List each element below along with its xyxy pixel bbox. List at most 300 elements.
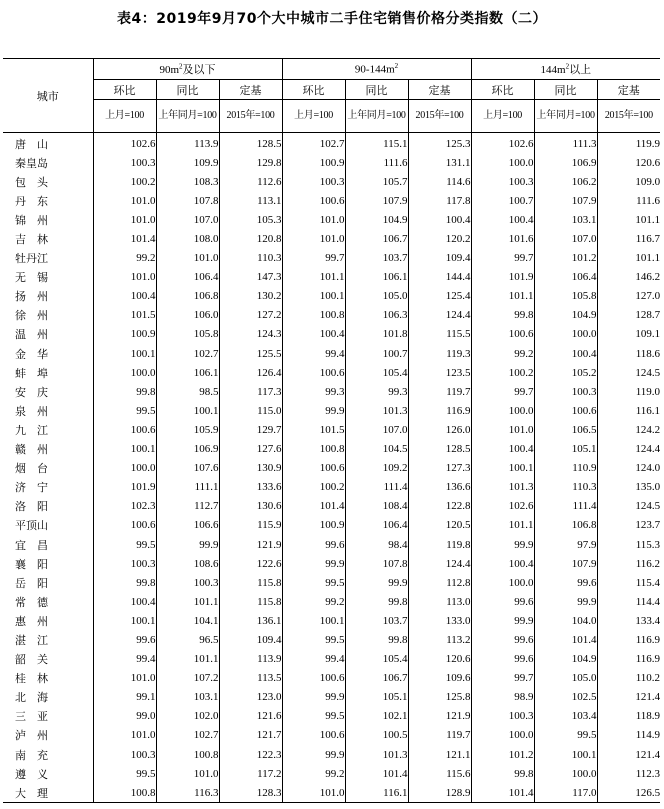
base-value: 112.3 (597, 764, 660, 783)
table-row (3, 745, 660, 764)
mom-value: 99.9 (282, 688, 345, 707)
base-value: 115.3 (597, 535, 660, 554)
mom-value: 100.1 (282, 611, 345, 630)
yoy-value: 103.7 (345, 249, 408, 268)
mom-value: 99.9 (282, 401, 345, 420)
base-value: 129.7 (219, 420, 282, 439)
mom-value: 100.4 (130, 290, 156, 303)
base-value: 124.4 (408, 554, 471, 573)
mom-value: 99.2 (282, 592, 345, 611)
city-name: 宜 昌 (3, 535, 93, 554)
col-label-mom: 环比 (93, 80, 156, 100)
mom-value: 100.8 (130, 786, 156, 799)
mom-value: 100.3 (130, 156, 156, 169)
mom-value: 101.0 (130, 271, 156, 284)
mom-value: 99.0 (136, 710, 156, 723)
table-row (3, 382, 660, 401)
yoy-value: 99.9 (534, 592, 597, 611)
base-value: 109.6 (408, 669, 471, 688)
base-value: 116.2 (597, 554, 660, 573)
table-row (3, 172, 660, 191)
base-value: 123.7 (597, 516, 660, 535)
base-value: 117.3 (219, 382, 282, 401)
mom-value: 101.0 (130, 194, 156, 207)
yoy-value: 100.1 (156, 401, 219, 420)
base-value: 101.1 (597, 249, 660, 268)
yoy-value: 105.7 (345, 172, 408, 191)
mom-value: 101.0 (282, 229, 345, 248)
table-body (3, 133, 660, 803)
yoy-value: 99.3 (345, 382, 408, 401)
mom-value: 100.1 (130, 614, 156, 627)
city-name: 岳 阳 (3, 573, 93, 592)
mom-value: 100.8 (282, 306, 345, 325)
yoy-value: 101.2 (534, 249, 597, 268)
table-row (3, 459, 660, 478)
mom-value: 99.2 (471, 344, 534, 363)
city-name: 平顶山 (3, 516, 93, 535)
mom-value: 101.0 (282, 783, 345, 803)
base-value: 109.0 (597, 172, 660, 191)
mom-value: 101.9 (471, 268, 534, 287)
base-value: 127.6 (219, 440, 282, 459)
yoy-value: 104.5 (345, 440, 408, 459)
yoy-value: 106.1 (156, 363, 219, 382)
yoy-value: 107.9 (534, 554, 597, 573)
base-value: 121.7 (219, 726, 282, 745)
mom-value: 100.2 (130, 175, 156, 188)
group-header-small: $90m^2$及以下 (93, 59, 282, 80)
base-value: 131.1 (408, 153, 471, 172)
yoy-value: 116.1 (345, 783, 408, 803)
base-value: 144.4 (408, 268, 471, 287)
mom-value: 102.7 (282, 133, 345, 154)
yoy-value: 108.0 (156, 229, 219, 248)
table-row (3, 287, 660, 306)
table-row (3, 516, 660, 535)
mom-value: 98.9 (471, 688, 534, 707)
yoy-value: 105.4 (345, 650, 408, 669)
city-name: 九 江 (3, 420, 93, 439)
mom-value: 100.4 (471, 210, 534, 229)
city-name: 惠 州 (3, 611, 93, 630)
mom-value: 100.4 (471, 440, 534, 459)
table-row (3, 669, 660, 688)
mom-value: 99.2 (282, 764, 345, 783)
yoy-value: 104.0 (534, 611, 597, 630)
mom-value: 99.3 (282, 382, 345, 401)
yoy-value: 99.5 (534, 726, 597, 745)
yoy-value: 106.2 (534, 172, 597, 191)
base-value: 115.4 (597, 573, 660, 592)
mom-value: 100.6 (282, 669, 345, 688)
mom-value: 101.0 (471, 420, 534, 439)
base-value: 128.5 (219, 133, 282, 154)
mom-value: 100.6 (282, 726, 345, 745)
yoy-value: 107.9 (534, 191, 597, 210)
city-name: 烟 台 (3, 459, 93, 478)
base-value: 113.9 (219, 650, 282, 669)
yoy-value: 102.0 (156, 707, 219, 726)
city-name: 徐 州 (3, 306, 93, 325)
yoy-value: 105.2 (534, 363, 597, 382)
base-value: 115.6 (408, 764, 471, 783)
base-value: 129.8 (219, 153, 282, 172)
mom-value: 101.1 (471, 516, 534, 535)
mom-value: 100.8 (282, 440, 345, 459)
mom-value: 100.1 (130, 443, 156, 456)
yoy-value: 103.4 (534, 707, 597, 726)
mom-value: 100.3 (471, 172, 534, 191)
yoy-value: 107.0 (156, 210, 219, 229)
base-value: 133.4 (597, 611, 660, 630)
yoy-value: 102.7 (156, 726, 219, 745)
mom-value: 100.4 (130, 595, 156, 608)
table-row (3, 153, 660, 172)
city-name: 大 理 (3, 783, 93, 803)
base-value: 105.3 (219, 210, 282, 229)
base-value: 115.5 (408, 325, 471, 344)
base-value: 125.5 (219, 344, 282, 363)
city-name: 泸 州 (3, 726, 93, 745)
mom-value: 100.0 (130, 366, 156, 379)
yoy-value: 106.7 (345, 669, 408, 688)
table-title: 表4：2019年9月70个大中城市二手住宅销售价格分类指数（二） (117, 11, 547, 27)
base-value: 120.6 (597, 153, 660, 172)
table-row (3, 478, 660, 497)
base-value: 119.3 (408, 344, 471, 363)
yoy-value: 106.7 (345, 229, 408, 248)
yoy-value: 107.0 (345, 420, 408, 439)
table-row (3, 401, 660, 420)
yoy-value: 101.3 (345, 745, 408, 764)
base-label-prev-year: 上年同月=100 (156, 100, 219, 133)
city-name: 蚌 埠 (3, 363, 93, 382)
mom-value: 100.0 (471, 153, 534, 172)
base-value: 128.9 (408, 783, 471, 803)
yoy-value: 103.1 (534, 210, 597, 229)
mom-value: 99.5 (282, 573, 345, 592)
yoy-value: 102.1 (345, 707, 408, 726)
table-row (3, 363, 660, 382)
col-label-yoy: 同比 (534, 80, 597, 100)
mom-value: 100.4 (471, 554, 534, 573)
yoy-value: 115.1 (345, 133, 408, 154)
yoy-value: 101.0 (156, 249, 219, 268)
city-name: 南 充 (3, 745, 93, 764)
city-name: 吉 林 (3, 229, 93, 248)
table-row (3, 535, 660, 554)
yoy-value: 101.4 (345, 764, 408, 783)
yoy-value: 100.5 (345, 726, 408, 745)
table-row (3, 497, 660, 516)
base-label-2015: 2015年=100 (408, 100, 471, 133)
mom-value: 101.1 (471, 287, 534, 306)
table-row (3, 268, 660, 287)
base-value: 124.5 (597, 363, 660, 382)
yoy-value: 105.9 (156, 420, 219, 439)
mom-value: 101.2 (471, 745, 534, 764)
city-name: 包 头 (3, 172, 93, 191)
base-value: 115.8 (219, 592, 282, 611)
base-value: 100.4 (408, 210, 471, 229)
base-value: 116.1 (597, 401, 660, 420)
yoy-value: 108.3 (156, 172, 219, 191)
mom-value: 99.8 (136, 385, 156, 398)
base-value: 122.3 (219, 745, 282, 764)
yoy-value: 100.6 (534, 401, 597, 420)
mom-value: 101.0 (130, 213, 156, 226)
yoy-value: 105.0 (345, 287, 408, 306)
yoy-value: 105.8 (534, 287, 597, 306)
table-row (3, 611, 660, 630)
city-name: 洛 阳 (3, 497, 93, 516)
base-value: 124.2 (597, 420, 660, 439)
base-value: 113.0 (408, 592, 471, 611)
yoy-value: 98.5 (156, 382, 219, 401)
mom-value: 100.1 (471, 459, 534, 478)
city-name: 襄 阳 (3, 554, 93, 573)
yoy-value: 100.0 (534, 764, 597, 783)
mom-value: 102.6 (130, 137, 156, 150)
col-label-base: 定基 (408, 80, 471, 100)
yoy-value: 106.9 (156, 440, 219, 459)
yoy-value: 104.9 (345, 210, 408, 229)
yoy-value: 101.8 (345, 325, 408, 344)
yoy-value: 116.3 (156, 783, 219, 803)
mom-value: 99.5 (136, 767, 156, 780)
mom-value: 101.4 (471, 783, 534, 803)
city-name: 遵 义 (3, 764, 93, 783)
mom-value: 100.9 (282, 153, 345, 172)
city-name: 常 德 (3, 592, 93, 611)
base-value: 121.9 (408, 707, 471, 726)
yoy-value: 107.2 (156, 669, 219, 688)
yoy-value: 97.9 (534, 535, 597, 554)
mom-value: 99.8 (136, 576, 156, 589)
base-value: 126.5 (597, 783, 660, 803)
city-name: 济 宁 (3, 478, 93, 497)
base-value: 124.3 (219, 325, 282, 344)
base-value: 125.3 (408, 133, 471, 154)
city-name: 无 锡 (3, 268, 93, 287)
base-label-2015: 2015年=100 (219, 100, 282, 133)
yoy-value: 108.6 (156, 554, 219, 573)
price-index-table (3, 58, 660, 803)
base-value: 113.1 (219, 191, 282, 210)
yoy-value: 107.9 (345, 191, 408, 210)
mom-value: 100.1 (130, 347, 156, 360)
yoy-value: 110.3 (534, 478, 597, 497)
base-value: 136.6 (408, 478, 471, 497)
base-value: 122.8 (408, 497, 471, 516)
city-name: 桂 林 (3, 669, 93, 688)
yoy-value: 107.8 (345, 554, 408, 573)
base-value: 128.5 (408, 440, 471, 459)
mom-value: 100.6 (282, 363, 345, 382)
mom-value: 100.0 (471, 726, 534, 745)
col-label-base: 定基 (219, 80, 282, 100)
base-value: 123.0 (219, 688, 282, 707)
mom-value: 100.0 (471, 401, 534, 420)
yoy-value: 107.6 (156, 459, 219, 478)
yoy-value: 101.3 (345, 401, 408, 420)
yoy-value: 102.5 (534, 688, 597, 707)
base-label-2015: 2015年=100 (597, 100, 660, 133)
yoy-value: 100.7 (345, 344, 408, 363)
mom-value: 101.3 (471, 478, 534, 497)
mom-value: 99.8 (471, 306, 534, 325)
base-value: 111.6 (597, 191, 660, 210)
yoy-value: 100.3 (534, 382, 597, 401)
yoy-value: 98.4 (345, 535, 408, 554)
base-value: 133.0 (408, 611, 471, 630)
yoy-value: 117.0 (534, 783, 597, 803)
base-value: 117.2 (219, 764, 282, 783)
base-value: 118.6 (597, 344, 660, 363)
base-value: 125.4 (408, 287, 471, 306)
table-row (3, 325, 660, 344)
base-value: 117.8 (408, 191, 471, 210)
yoy-value: 101.0 (156, 764, 219, 783)
base-value: 116.7 (597, 229, 660, 248)
base-value: 120.6 (408, 650, 471, 669)
mom-value: 99.5 (136, 538, 156, 551)
city-name: 牡丹江 (3, 249, 93, 268)
yoy-value: 111.6 (345, 153, 408, 172)
city-name: 湛 江 (3, 630, 93, 649)
yoy-value: 99.8 (345, 592, 408, 611)
mom-value: 100.3 (282, 172, 345, 191)
mom-value: 99.1 (136, 691, 156, 704)
base-label-prev-month: 上月=100 (282, 100, 345, 133)
yoy-value: 110.9 (534, 459, 597, 478)
mom-value: 100.6 (471, 325, 534, 344)
mom-value: 99.4 (282, 650, 345, 669)
yoy-value: 102.7 (156, 344, 219, 363)
table-row (3, 210, 660, 229)
table-row (3, 191, 660, 210)
yoy-value: 100.0 (534, 325, 597, 344)
yoy-value: 111.3 (534, 133, 597, 154)
base-value: 124.5 (597, 497, 660, 516)
base-value: 109.1 (597, 325, 660, 344)
yoy-value: 96.5 (156, 630, 219, 649)
city-name: 秦皇岛 (3, 153, 93, 172)
yoy-value: 101.1 (156, 650, 219, 669)
mom-value: 101.0 (282, 210, 345, 229)
base-value: 115.8 (219, 573, 282, 592)
yoy-value: 106.8 (534, 516, 597, 535)
yoy-value: 100.3 (156, 573, 219, 592)
table-row (3, 764, 660, 783)
mom-value: 100.2 (282, 478, 345, 497)
base-value: 114.9 (597, 726, 660, 745)
base-value: 119.7 (408, 726, 471, 745)
table-row (3, 573, 660, 592)
table-row (3, 306, 660, 325)
mom-value: 99.6 (471, 650, 534, 669)
city-name: 扬 州 (3, 287, 93, 306)
mom-value: 102.6 (471, 133, 534, 154)
yoy-value: 103.1 (156, 688, 219, 707)
base-value: 130.9 (219, 459, 282, 478)
yoy-value: 104.9 (534, 306, 597, 325)
base-label-prev-year: 上年同月=100 (534, 100, 597, 133)
base-label-prev-year: 上年同月=100 (345, 100, 408, 133)
yoy-value: 106.5 (534, 420, 597, 439)
yoy-value: 106.4 (534, 268, 597, 287)
city-column-header: 城市 (3, 59, 93, 133)
base-value: 116.9 (597, 650, 660, 669)
base-value: 114.6 (408, 172, 471, 191)
city-name: 金 华 (3, 344, 93, 363)
base-label-prev-month: 上月=100 (471, 100, 534, 133)
base-value: 120.8 (219, 229, 282, 248)
yoy-value: 99.9 (345, 573, 408, 592)
yoy-value: 111.4 (345, 478, 408, 497)
mom-value: 99.6 (471, 630, 534, 649)
mom-value: 101.0 (130, 729, 156, 742)
yoy-value: 105.1 (345, 688, 408, 707)
yoy-value: 99.9 (156, 535, 219, 554)
base-value: 124.4 (597, 440, 660, 459)
base-value: 116.9 (408, 401, 471, 420)
table-row (3, 440, 660, 459)
mom-value: 101.5 (130, 309, 156, 322)
base-value: 121.4 (597, 745, 660, 764)
mom-value: 100.6 (130, 519, 156, 532)
base-value: 135.0 (597, 478, 660, 497)
yoy-value: 111.1 (156, 478, 219, 497)
mom-value: 99.6 (282, 535, 345, 554)
yoy-value: 101.1 (156, 592, 219, 611)
mom-value: 99.5 (282, 707, 345, 726)
base-value: 116.9 (597, 630, 660, 649)
base-value: 133.6 (219, 478, 282, 497)
table-row (3, 133, 660, 154)
table-row (3, 783, 660, 803)
base-value: 123.5 (408, 363, 471, 382)
mom-value: 99.9 (471, 535, 534, 554)
yoy-value: 106.8 (156, 287, 219, 306)
table-row (3, 249, 660, 268)
yoy-value: 106.4 (156, 268, 219, 287)
col-label-mom: 环比 (282, 80, 345, 100)
base-value: 121.4 (597, 688, 660, 707)
city-name: 泉 州 (3, 401, 93, 420)
mom-value: 100.6 (130, 423, 156, 436)
yoy-value: 107.8 (156, 191, 219, 210)
mom-value: 99.9 (282, 745, 345, 764)
base-value: 110.3 (219, 249, 282, 268)
base-value: 122.6 (219, 554, 282, 573)
yoy-value: 106.3 (345, 306, 408, 325)
yoy-value: 105.1 (534, 440, 597, 459)
mom-value: 100.2 (471, 363, 534, 382)
mom-value: 100.3 (130, 748, 156, 761)
mom-value: 100.6 (282, 459, 345, 478)
base-value: 120.2 (408, 229, 471, 248)
base-value: 136.1 (219, 611, 282, 630)
city-name: 唐 山 (3, 133, 93, 154)
base-label-prev-month: 上月=100 (93, 100, 156, 133)
yoy-value: 100.4 (534, 344, 597, 363)
mom-value: 100.0 (130, 462, 156, 475)
mom-value: 99.7 (471, 382, 534, 401)
col-label-base: 定基 (597, 80, 660, 100)
yoy-value: 106.4 (345, 516, 408, 535)
